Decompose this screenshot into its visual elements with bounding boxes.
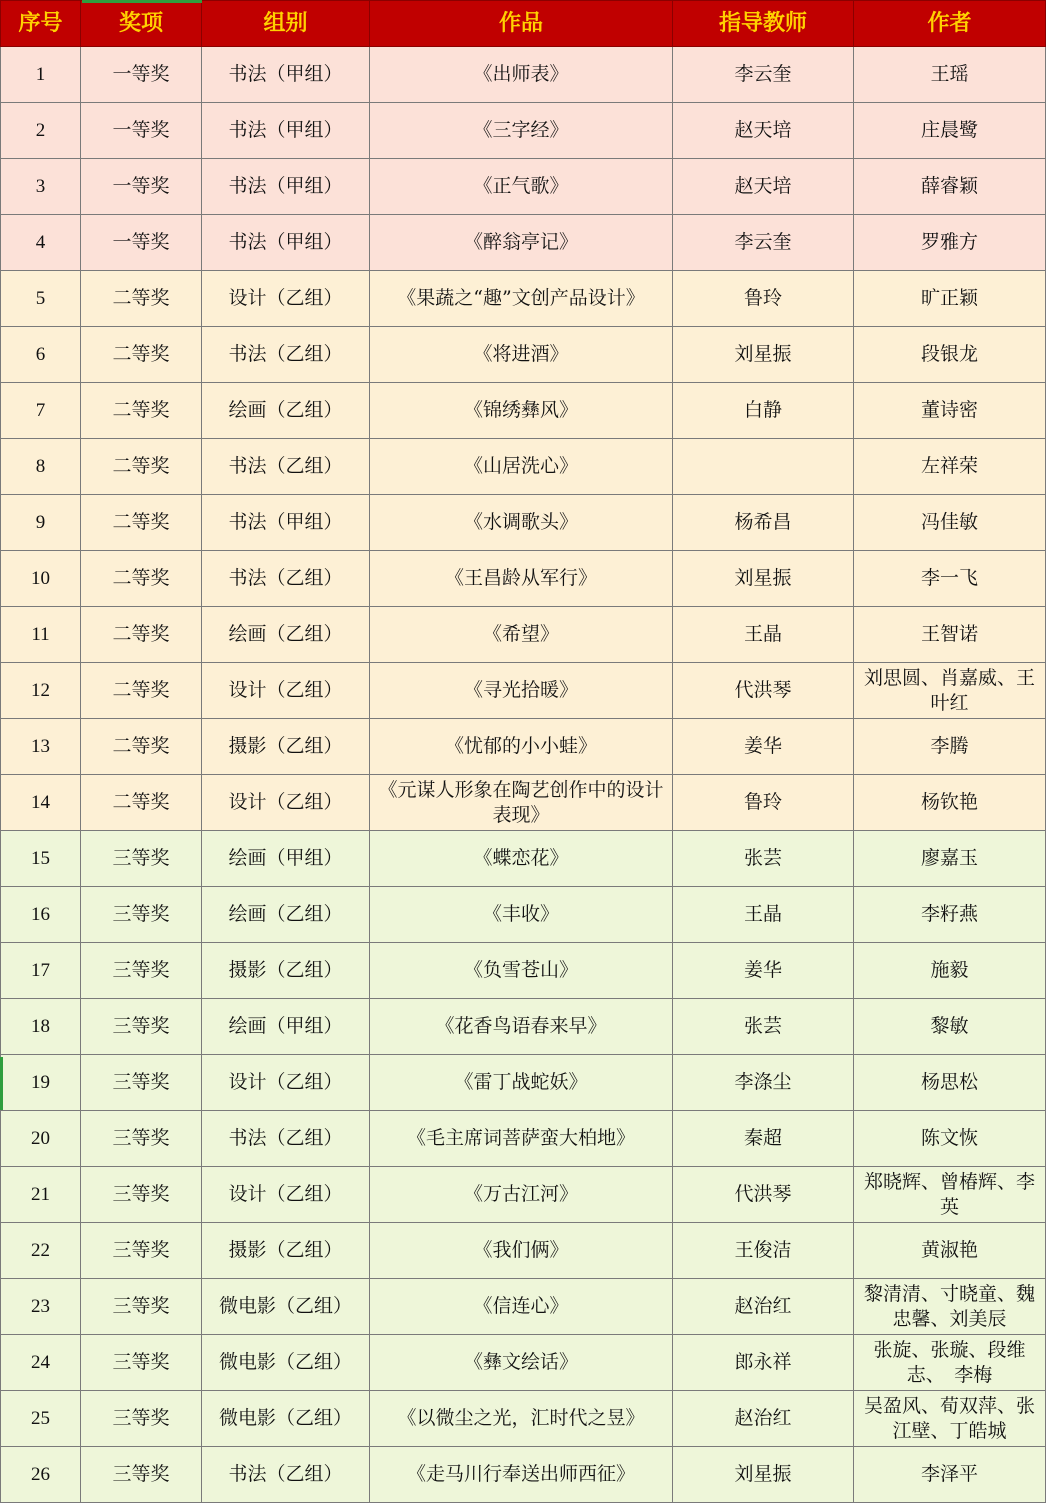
- cell-group[interactable]: 摄影（乙组）: [202, 943, 370, 999]
- table-row: [1, 215, 1046, 271]
- table-row: [1, 327, 1046, 383]
- cell-work[interactable]: 《负雪苍山》: [370, 943, 673, 999]
- cell-award[interactable]: 一等奖: [81, 103, 202, 159]
- cell-group[interactable]: 绘画（乙组）: [202, 887, 370, 943]
- table-row: [1, 943, 1046, 999]
- cell-group[interactable]: 设计（乙组）: [202, 775, 370, 831]
- table-row: [1, 607, 1046, 663]
- cell-teacher[interactable]: 姜华: [673, 719, 854, 775]
- cell-award[interactable]: 三等奖: [81, 887, 202, 943]
- cell-work[interactable]: 《出师表》: [370, 47, 673, 103]
- cell-teacher[interactable]: 鲁玲: [673, 775, 854, 831]
- cell-teacher[interactable]: 秦超: [673, 1111, 854, 1167]
- cell-author[interactable]: 杨钦艳: [854, 775, 1046, 831]
- cell-teacher[interactable]: 杨希昌: [673, 495, 854, 551]
- cell-work[interactable]: 《彝文绘话》: [370, 1335, 673, 1391]
- table-row: [1, 1111, 1046, 1167]
- cell-group[interactable]: 摄影（乙组）: [202, 1223, 370, 1279]
- cell-group[interactable]: 设计（乙组）: [202, 663, 370, 719]
- cell-work[interactable]: 《山居洗心》: [370, 439, 673, 495]
- cell-work[interactable]: 《蝶恋花》: [370, 831, 673, 887]
- cell-work[interactable]: 《锦绣彝风》: [370, 383, 673, 439]
- cell-group[interactable]: 微电影（乙组）: [202, 1391, 370, 1447]
- cell-no[interactable]: 19: [1, 1055, 81, 1111]
- cell-author[interactable]: 杨思松: [854, 1055, 1046, 1111]
- cell-work[interactable]: 《毛主席词菩萨蛮大柏地》: [370, 1111, 673, 1167]
- header-row: [1, 1, 1046, 47]
- header-cell-no[interactable]: 序号: [1, 1, 81, 47]
- cell-award[interactable]: 三等奖: [81, 999, 202, 1055]
- cell-teacher[interactable]: 王俊洁: [673, 1223, 854, 1279]
- cell-award[interactable]: 二等奖: [81, 495, 202, 551]
- cell-author[interactable]: 吴盈风、荀双萍、张江壁、丁皓城: [854, 1391, 1046, 1447]
- cell-teacher[interactable]: 张芸: [673, 831, 854, 887]
- cell-author[interactable]: 李籽燕: [854, 887, 1046, 943]
- cell-teacher[interactable]: 赵天培: [673, 103, 854, 159]
- cell-group[interactable]: 书法（甲组）: [202, 47, 370, 103]
- cell-award[interactable]: 二等奖: [81, 775, 202, 831]
- cell-teacher[interactable]: 王晶: [673, 607, 854, 663]
- table-row: [1, 383, 1046, 439]
- cell-award[interactable]: 三等奖: [81, 1223, 202, 1279]
- cell-author[interactable]: 薛睿颖: [854, 159, 1046, 215]
- cell-award[interactable]: 二等奖: [81, 327, 202, 383]
- cell-group[interactable]: 摄影（乙组）: [202, 719, 370, 775]
- cell-author[interactable]: 黄淑艳: [854, 1223, 1046, 1279]
- cell-group[interactable]: 书法（乙组）: [202, 439, 370, 495]
- cell-no[interactable]: 1: [1, 47, 81, 103]
- cell-no[interactable]: 11: [1, 607, 81, 663]
- cell-author[interactable]: 陈文恢: [854, 1111, 1046, 1167]
- cell-group[interactable]: 设计（乙组）: [202, 1055, 370, 1111]
- cell-group[interactable]: 微电影（乙组）: [202, 1279, 370, 1335]
- cell-award[interactable]: 一等奖: [81, 215, 202, 271]
- cell-author[interactable]: 李一飞: [854, 551, 1046, 607]
- cell-work[interactable]: 《三字经》: [370, 103, 673, 159]
- header-cell-work[interactable]: 作品: [370, 1, 673, 47]
- cell-teacher[interactable]: 刘星振: [673, 1447, 854, 1503]
- cell-group[interactable]: 绘画（乙组）: [202, 607, 370, 663]
- cell-work[interactable]: 《水调歌头》: [370, 495, 673, 551]
- cell-award[interactable]: 三等奖: [81, 1167, 202, 1223]
- cell-work[interactable]: 《花香鸟语春来早》: [370, 999, 673, 1055]
- cell-work[interactable]: 《丰收》: [370, 887, 673, 943]
- table-body: [1, 47, 1046, 1503]
- cell-group[interactable]: 绘画（甲组）: [202, 999, 370, 1055]
- cell-no[interactable]: 24: [1, 1335, 81, 1391]
- cell-group[interactable]: 绘画（乙组）: [202, 383, 370, 439]
- header-cell-award[interactable]: 奖项: [81, 1, 202, 47]
- cell-work[interactable]: 《王昌龄从军行》: [370, 551, 673, 607]
- cell-teacher[interactable]: 张芸: [673, 999, 854, 1055]
- cell-author[interactable]: 刘思圆、肖嘉威、王叶红: [854, 663, 1046, 719]
- cell-work[interactable]: 《走马川行奉送出师西征》: [370, 1447, 673, 1503]
- cell-author[interactable]: 黎清清、寸晓童、魏忠馨、刘美辰: [854, 1279, 1046, 1335]
- cell-award[interactable]: 三等奖: [81, 1391, 202, 1447]
- table-row: [1, 663, 1046, 719]
- cell-author[interactable]: 段银龙: [854, 327, 1046, 383]
- table-row: [1, 47, 1046, 103]
- cell-no[interactable]: 18: [1, 999, 81, 1055]
- table-row: [1, 1223, 1046, 1279]
- cell-award[interactable]: 三等奖: [81, 1335, 202, 1391]
- cell-award[interactable]: 三等奖: [81, 1279, 202, 1335]
- cell-award[interactable]: 二等奖: [81, 719, 202, 775]
- cell-author[interactable]: 张旋、张璇、段维志、 李梅: [854, 1335, 1046, 1391]
- table-row: [1, 775, 1046, 831]
- cell-award[interactable]: 二等奖: [81, 607, 202, 663]
- cell-no[interactable]: 10: [1, 551, 81, 607]
- cell-no[interactable]: 13: [1, 719, 81, 775]
- table-row: [1, 831, 1046, 887]
- cell-work[interactable]: 《万古江河》: [370, 1167, 673, 1223]
- cell-author[interactable]: 罗雅方: [854, 215, 1046, 271]
- cell-teacher[interactable]: 刘星振: [673, 551, 854, 607]
- cell-no[interactable]: 16: [1, 887, 81, 943]
- cell-teacher[interactable]: 郎永祥: [673, 1335, 854, 1391]
- cell-group[interactable]: 书法（乙组）: [202, 1447, 370, 1503]
- cell-no[interactable]: 8: [1, 439, 81, 495]
- cell-award[interactable]: 二等奖: [81, 439, 202, 495]
- cell-author[interactable]: 黎敏: [854, 999, 1046, 1055]
- cell-work[interactable]: 《我们俩》: [370, 1223, 673, 1279]
- cell-author[interactable]: 董诗密: [854, 383, 1046, 439]
- header-cell-teacher[interactable]: 指导教师: [673, 1, 854, 47]
- cell-award[interactable]: 三等奖: [81, 1447, 202, 1503]
- table-row: [1, 271, 1046, 327]
- cell-work[interactable]: 《希望》: [370, 607, 673, 663]
- cell-award[interactable]: 一等奖: [81, 47, 202, 103]
- cell-award[interactable]: 二等奖: [81, 271, 202, 327]
- cell-teacher[interactable]: 鲁玲: [673, 271, 854, 327]
- cell-no[interactable]: 26: [1, 1447, 81, 1503]
- table-row: [1, 719, 1046, 775]
- cell-author[interactable]: 左祥荣: [854, 439, 1046, 495]
- cell-group[interactable]: 书法（乙组）: [202, 327, 370, 383]
- table-row: [1, 1335, 1046, 1391]
- cell-no[interactable]: 22: [1, 1223, 81, 1279]
- cell-no[interactable]: 15: [1, 831, 81, 887]
- cell-no[interactable]: 5: [1, 271, 81, 327]
- cell-group[interactable]: 设计（乙组）: [202, 271, 370, 327]
- cell-no[interactable]: 6: [1, 327, 81, 383]
- cell-teacher[interactable]: 赵治红: [673, 1279, 854, 1335]
- cell-no[interactable]: 14: [1, 775, 81, 831]
- table-row: [1, 1447, 1046, 1503]
- table-row: [1, 1391, 1046, 1447]
- cell-no[interactable]: 20: [1, 1111, 81, 1167]
- cell-teacher[interactable]: 白静: [673, 383, 854, 439]
- cell-author[interactable]: 旷正颖: [854, 271, 1046, 327]
- cell-work[interactable]: 《将进酒》: [370, 327, 673, 383]
- cell-teacher[interactable]: 李云奎: [673, 47, 854, 103]
- cell-work[interactable]: 《以微尘之光，汇时代之昱》: [370, 1391, 673, 1447]
- cell-teacher[interactable]: 刘星振: [673, 327, 854, 383]
- table-row: [1, 1279, 1046, 1335]
- cell-group[interactable]: 书法（乙组）: [202, 551, 370, 607]
- table-row: [1, 1167, 1046, 1223]
- cell-award[interactable]: 三等奖: [81, 943, 202, 999]
- cell-work[interactable]: 《雷丁战蛇妖》: [370, 1055, 673, 1111]
- cell-teacher[interactable]: 姜华: [673, 943, 854, 999]
- cell-teacher[interactable]: [673, 439, 854, 495]
- cell-author[interactable]: 李腾: [854, 719, 1046, 775]
- cell-teacher[interactable]: 李云奎: [673, 215, 854, 271]
- cell-group[interactable]: 书法（甲组）: [202, 159, 370, 215]
- cell-author[interactable]: 冯佳敏: [854, 495, 1046, 551]
- cell-no[interactable]: 12: [1, 663, 81, 719]
- cell-work[interactable]: 《元谋人形象在陶艺创作中的设计表现》: [370, 775, 673, 831]
- header-cell-group[interactable]: 组别: [202, 1, 370, 47]
- cell-teacher[interactable]: 代洪琴: [673, 663, 854, 719]
- cell-award[interactable]: 二等奖: [81, 383, 202, 439]
- cell-award[interactable]: 三等奖: [81, 1111, 202, 1167]
- cell-author[interactable]: 王智诺: [854, 607, 1046, 663]
- cell-group[interactable]: 书法（甲组）: [202, 495, 370, 551]
- table-row: [1, 887, 1046, 943]
- cell-work[interactable]: 《醉翁亭记》: [370, 215, 673, 271]
- cell-author[interactable]: 庄晨鹭: [854, 103, 1046, 159]
- cell-author[interactable]: 王瑶: [854, 47, 1046, 103]
- cell-no[interactable]: 21: [1, 1167, 81, 1223]
- cell-no[interactable]: 4: [1, 215, 81, 271]
- cell-teacher[interactable]: 李涤尘: [673, 1055, 854, 1111]
- cell-no[interactable]: 17: [1, 943, 81, 999]
- cell-award[interactable]: 二等奖: [81, 551, 202, 607]
- cell-author[interactable]: 施毅: [854, 943, 1046, 999]
- cell-work[interactable]: 《正气歌》: [370, 159, 673, 215]
- cell-group[interactable]: 书法（甲组）: [202, 215, 370, 271]
- cell-no[interactable]: 2: [1, 103, 81, 159]
- cell-award[interactable]: 二等奖: [81, 663, 202, 719]
- cell-work[interactable]: 《忧郁的小小蛙》: [370, 719, 673, 775]
- table-row: [1, 495, 1046, 551]
- table-row: [1, 159, 1046, 215]
- cell-author[interactable]: 廖嘉玉: [854, 831, 1046, 887]
- table-row: [1, 1055, 1046, 1111]
- cell-group[interactable]: 书法（乙组）: [202, 1111, 370, 1167]
- header-cell-author[interactable]: 作者: [854, 1, 1046, 47]
- table-row: [1, 999, 1046, 1055]
- cell-no[interactable]: 7: [1, 383, 81, 439]
- cell-group[interactable]: 设计（乙组）: [202, 1167, 370, 1223]
- cell-group[interactable]: 绘画（甲组）: [202, 831, 370, 887]
- cell-work[interactable]: 《寻光拾暖》: [370, 663, 673, 719]
- cell-group[interactable]: 书法（甲组）: [202, 103, 370, 159]
- cell-teacher[interactable]: 赵天培: [673, 159, 854, 215]
- cell-author[interactable]: 郑晓辉、曾椿辉、李英: [854, 1167, 1046, 1223]
- cell-no[interactable]: 9: [1, 495, 81, 551]
- cell-author[interactable]: 李泽平: [854, 1447, 1046, 1503]
- table-row: [1, 551, 1046, 607]
- cell-work[interactable]: 《信连心》: [370, 1279, 673, 1335]
- cell-group[interactable]: 微电影（乙组）: [202, 1335, 370, 1391]
- cell-work[interactable]: 《果蔬之“趣”文创产品设计》: [370, 271, 673, 327]
- table-row: [1, 103, 1046, 159]
- cell-award[interactable]: 三等奖: [81, 1055, 202, 1111]
- selected-row-indicator: [0, 1057, 3, 1110]
- cell-award[interactable]: 三等奖: [81, 831, 202, 887]
- cell-no[interactable]: 3: [1, 159, 81, 215]
- cell-teacher[interactable]: 王晶: [673, 887, 854, 943]
- cell-teacher[interactable]: 代洪琴: [673, 1167, 854, 1223]
- cell-no[interactable]: 25: [1, 1391, 81, 1447]
- selected-column-indicator: [82, 0, 202, 3]
- cell-no[interactable]: 23: [1, 1279, 81, 1335]
- table-row: [1, 439, 1046, 495]
- cell-award[interactable]: 一等奖: [81, 159, 202, 215]
- cell-teacher[interactable]: 赵治红: [673, 1391, 854, 1447]
